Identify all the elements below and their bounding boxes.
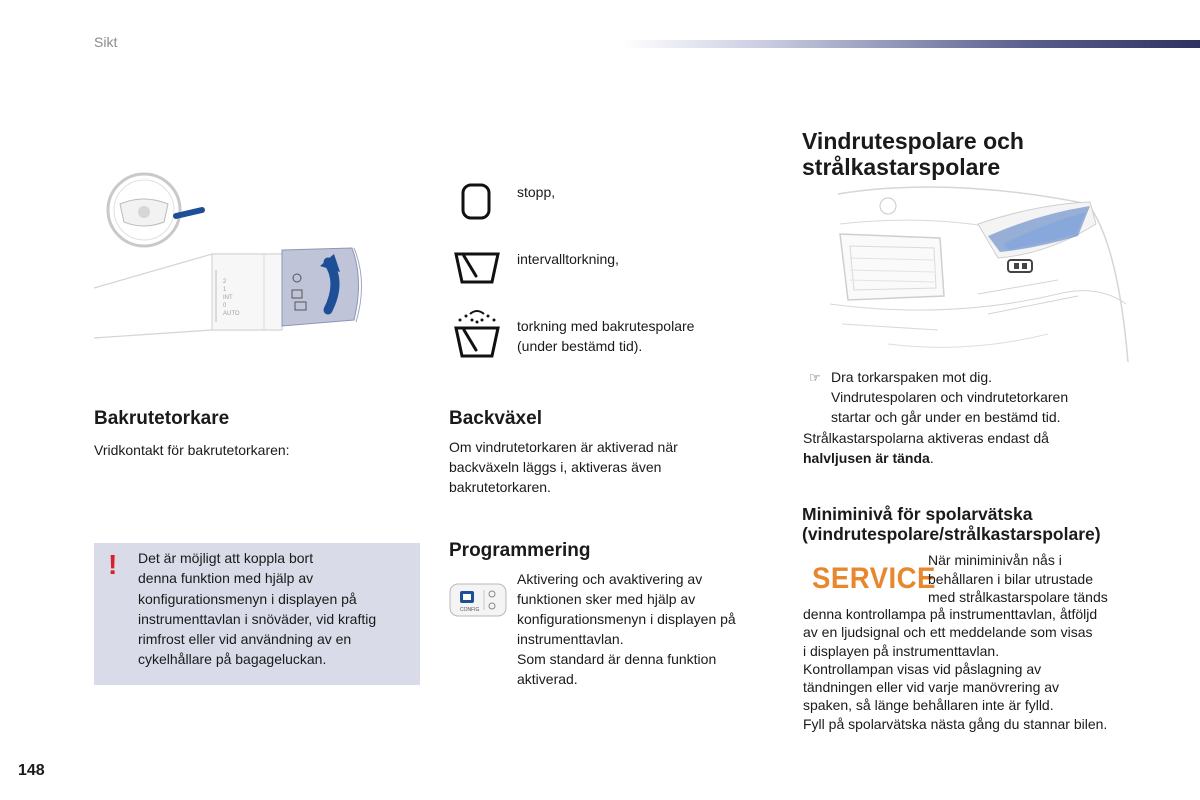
- section-label: Sikt: [94, 34, 118, 50]
- reverse-text: Om vindrutetorkaren är aktiverad när backväxeln läggs i, aktiveras även bakrutetorkaren.: [449, 439, 678, 495]
- programming-text: Aktivering och avaktivering av funktionen sker med hjälp av konfigurationsmenyn i displayen på instrumenttavlan. Som standard är denna funktion aktiverad.: [517, 571, 736, 687]
- reverse-heading: Backväxel: [449, 408, 542, 429]
- warning-icon: !: [108, 549, 118, 580]
- washers-note: Strålkastarspolarna aktiveras endast då halvljusen är tända.: [803, 430, 1049, 466]
- config-label: CONFIG: [460, 607, 480, 613]
- mode-intermittent-label: intervalltorkning,: [517, 251, 619, 267]
- mode-wipe-wash-label: torkning med bakrutespolare (under bestämd tid).: [517, 318, 695, 354]
- warning-box: [94, 543, 420, 685]
- page-number: 148: [18, 762, 45, 779]
- ring-mark-2: 2: [223, 279, 227, 285]
- ring-mark-auto: AUTO: [223, 311, 240, 317]
- ring-mark-int: INT: [223, 295, 233, 301]
- washers-bullet-text: Dra torkarspaken mot dig. Vindrutespolaren och vindrutetorkaren startar och går under en bestämd tid.: [831, 369, 1069, 425]
- washers-heading: Vindrutespolare och strålkastarspolare: [802, 128, 1024, 180]
- wiper-stalk-illustration: [92, 170, 372, 350]
- stop-icon: [455, 182, 499, 222]
- header-accent-bar: [622, 40, 1200, 48]
- intermittent-wipe-icon: [452, 248, 502, 288]
- rear-wiper-text: Vridkontakt för bakrutetorkaren:: [94, 442, 290, 458]
- ring-mark-1: 1: [223, 287, 227, 293]
- ring-mark-0: 0: [223, 303, 227, 309]
- steering-wheel-icon: [108, 174, 202, 246]
- washers-note-bold: halvljusen är tända: [803, 450, 930, 466]
- warning-text: Det är möjligt att koppla bort denna funktion med hjälp av konfigurationsmenyn i displayen på instrumenttavlan i snöväder, vid kraftig rimfrost eller vid användning av en cykelhållare på bagageluckan.: [138, 550, 377, 668]
- min-level-text: denna kontrollampa på instrumenttavlan, åtföljd av en ljudsignal och ett meddelande som visas i displayen på instrumenttavlan. Kontrollampan visas vid påslagning av tändningen eller vid varje manövrering av spaken, så länge behållaren inte är fylld. Fyll på spolarvätska nästa gång du stannar bilen.: [803, 606, 1108, 732]
- min-level-heading: Miniminivå för spolarvätska (vindrutespolare/strålkastarspolare): [802, 504, 1101, 544]
- programming-heading: Programmering: [449, 540, 591, 561]
- service-warning-icon: SERVICE: [812, 562, 936, 595]
- wipe-and-wash-icon: [452, 308, 502, 360]
- rear-wiper-heading: Bakrutetorkare: [94, 408, 230, 429]
- bullet-icon: ☞: [809, 370, 821, 385]
- car-front-illustration: [828, 184, 1130, 362]
- config-button-icon: [448, 582, 508, 618]
- min-level-side-text: När miniminivån nås i behållaren i bilar utrustade med strålkastarspolare tänds: [928, 552, 1108, 605]
- mode-stop-label: stopp,: [517, 184, 556, 200]
